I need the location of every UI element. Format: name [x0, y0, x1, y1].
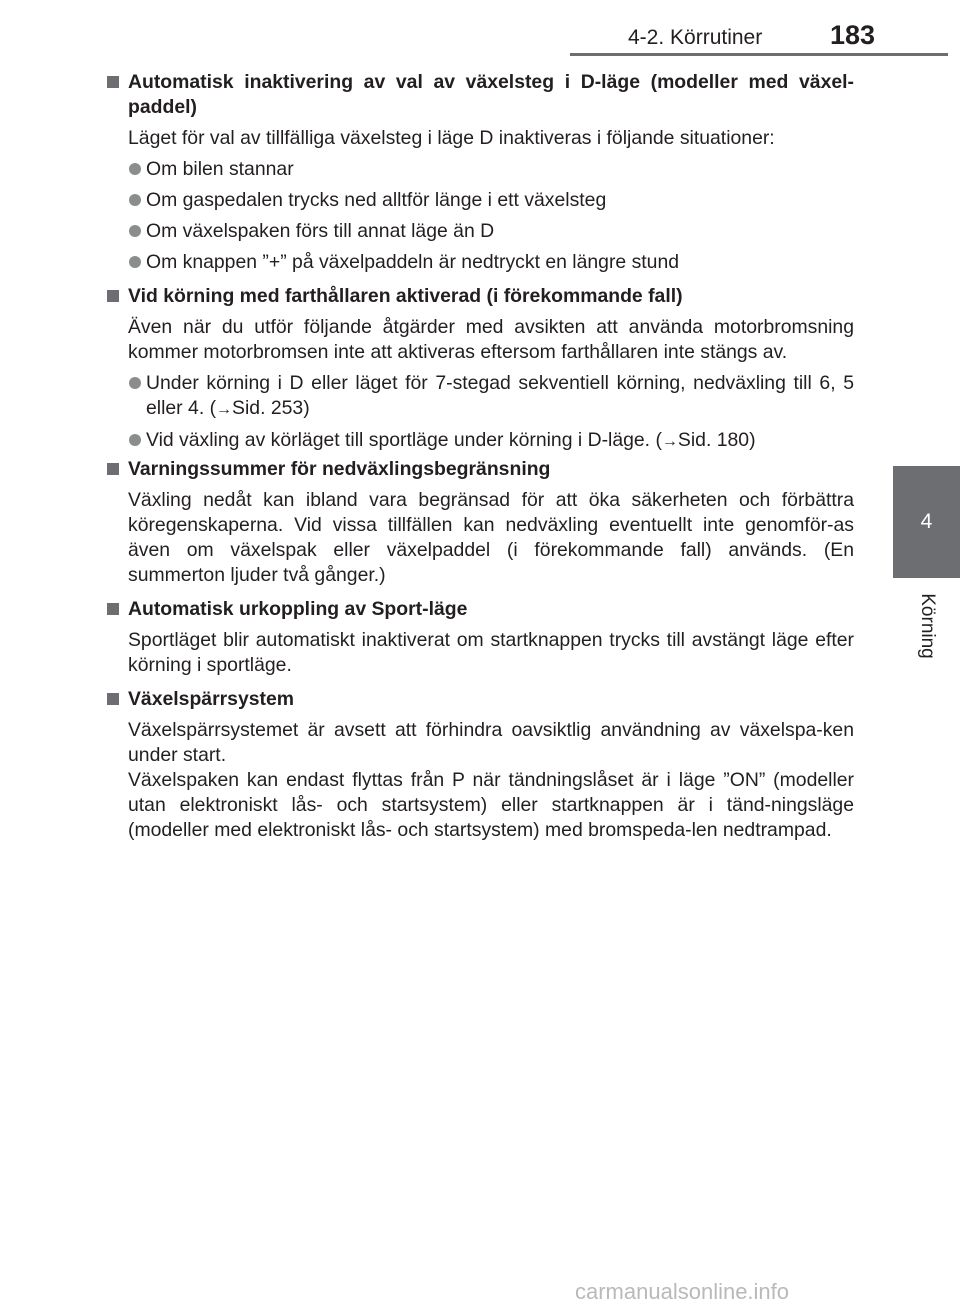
section-heading: Vid körning med farthållaren aktiverad (i förekommande fall): [106, 284, 854, 309]
list-item: Under körning i D eller läget för 7-stegad sekventiell körning, nedväxling till 6, 5 eller 4. (→Sid. 253): [106, 371, 854, 422]
round-bullet-icon: [129, 377, 141, 389]
round-bullet-icon: [129, 225, 141, 237]
section-heading: Automatisk urkoppling av Sport-läge: [106, 597, 854, 622]
list-item: Om växelspaken förs till annat läge än D: [106, 219, 854, 244]
section-body: Växling nedåt kan ibland vara begränsad för att öka säkerheten och förbättra köregenskaperna. Vid vissa tillfällen kan nedväxling eventuellt inte genomför-as även om växelspak eller växelpaddel (i förekommande fall) används. (En summerton ljuder två gånger.): [128, 489, 854, 586]
chapter-label-text: Körning: [916, 593, 938, 659]
round-bullet-icon: [129, 434, 141, 446]
header-rule: [570, 53, 948, 56]
section-heading: Automatisk inaktivering av val av växelsteg i D-läge (modeller med växel-paddel): [106, 70, 854, 120]
section-body: Även när du utför följande åtgärder med avsikten att använda motorbromsning kommer motorbromsen inte att aktiveras eftersom farthållaren inte stängs av.: [128, 316, 854, 363]
header-section-title: 4-2. Körrutiner: [628, 26, 763, 49]
square-bullet-icon: [107, 76, 119, 88]
section-body: Sportläget blir automatiskt inaktiverat om startknappen trycks till avstängt läge efter körning i sportläge.: [128, 629, 854, 676]
page-content: [106, 70, 854, 843]
square-bullet-icon: [107, 603, 119, 615]
section-body: Växelspaken kan endast flyttas från P när tändningslåset är i läge ”ON” (modeller utan elektroniskt lås- och startsystem) eller startknappen är i tänd-ningsläge (modeller med elektroniskt lås- och startsystem) med bromspeda-len nedtrampad.: [128, 769, 854, 841]
chapter-tab: [893, 466, 960, 578]
list-item: Om knappen ”+” på växelpaddeln är nedtryckt en längre stund: [106, 250, 854, 275]
list-item: Om gaspedalen trycks ned alltför länge i ett växelsteg: [106, 188, 854, 213]
round-bullet-icon: [129, 163, 141, 175]
watermark: carmanualsonline.info: [575, 1279, 790, 1304]
section-body: Läget för val av tillfälliga växelsteg i läge D inaktiveras i följande situationer:: [128, 127, 775, 149]
list-item: Vid växling av körläget till sportläge under körning i D-läge. (→Sid. 180): [106, 428, 854, 454]
arrow-right-icon: →: [661, 433, 678, 450]
square-bullet-icon: [107, 693, 119, 705]
page-reference-link[interactable]: Sid. 180): [677, 429, 756, 451]
page-reference-link[interactable]: Sid. 253): [232, 397, 310, 419]
section-body: Växelspärrsystemet är avsett att förhindra oavsiktlig användning av växelspa-ken under start.: [128, 719, 854, 766]
section-heading: Växelspärrsystem: [106, 687, 854, 712]
page-number: 183: [830, 20, 876, 50]
chapter-number: 4: [920, 510, 933, 533]
square-bullet-icon: [107, 290, 119, 302]
chapter-label: [893, 590, 960, 670]
round-bullet-icon: [129, 194, 141, 206]
section-heading: Varningssummer för nedväxlingsbegränsning: [106, 457, 854, 482]
round-bullet-icon: [129, 256, 141, 268]
list-item: Om bilen stannar: [106, 157, 854, 182]
arrow-right-icon: →: [216, 401, 233, 418]
square-bullet-icon: [107, 463, 119, 475]
